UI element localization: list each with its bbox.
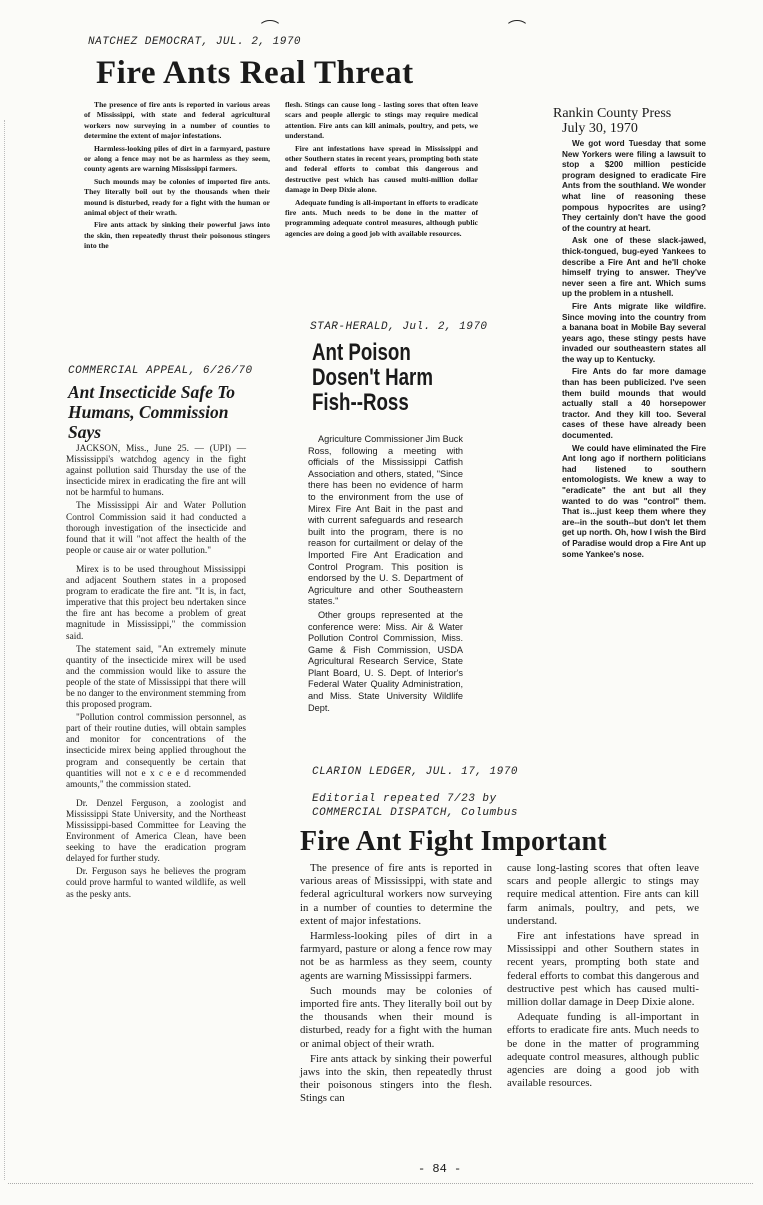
star-article bbox=[308, 434, 463, 716]
natchez-source-label: NATCHEZ DEMOCRAT, JUL. 2, 1970 bbox=[88, 36, 302, 48]
paragraph: Fire ant infestations have spread in Mississippi and other Southern states in recent years, prompting both state and federal efforts to combat this dangerous and destructive pest which has caused multi-million dollar damage in Deep Dixie alone. bbox=[507, 930, 699, 1009]
paragraph: "Pollution control commission personnel, as part of their routine duties, will obtain samples and monitor for concentrations of the insecticide mirex being applied throughout the program and consequently be certain that quantities will not e x c e e d recommended amounts," the commission stated. bbox=[66, 713, 246, 790]
headline-line: Dosen't Harm bbox=[312, 364, 433, 391]
bottom-rule bbox=[8, 1183, 753, 1184]
star-source-label: STAR-HERALD, Jul. 2, 1970 bbox=[310, 321, 488, 333]
page-number: - 84 - bbox=[418, 1162, 462, 1176]
paragraph: Dr. Ferguson says he believes the program could prove harmful to wanted wildlife, as well as the pesky ants. bbox=[66, 867, 246, 900]
paragraph: cause long-lasting scores that often leave scars and people allergic to stings may require medical attention. Fire ants can kill farm animals, poultry, and pets, we understand. bbox=[507, 862, 699, 927]
handwritten-note-line-1: Editorial repeated 7/23 by bbox=[312, 793, 497, 805]
star-headline bbox=[312, 340, 433, 415]
natchez-headline: Fire Ants Real Threat bbox=[96, 55, 414, 91]
left-margin-rule bbox=[4, 120, 5, 1180]
paragraph: Fire ants attack by sinking their powerful jaws into the skin, then repeatedly thrust their poisonous stingers into the bbox=[84, 220, 270, 251]
clarion-source-label: CLARION LEDGER, JUL. 17, 1970 bbox=[312, 766, 518, 778]
paragraph: We got word Tuesday that some New Yorkers were filing a lawsuit to stop a $200 million pesticide program designed to eradicate Fire Ants from the southland. We wonder what line of reasoning these pompous hypocrites are using? They certainly don't have the good of the country at heart. bbox=[562, 139, 706, 233]
paragraph: JACKSON, Miss., June 25. — (UPI) — Mississippi's watchdog agency in the fight against pollution said Thursday the use of the insecticide mirex in eradicating the fire ant will not be harmful to humans. bbox=[66, 444, 246, 499]
clarion-headline: Fire Ant Fight Important bbox=[300, 826, 607, 857]
clarion-column-2 bbox=[507, 862, 699, 1092]
paragraph: Such mounds may be colonies of imported fire ants. They literally boil out by the thousands when their mound is disturbed, ready for a fight with the human or animal object of their wrath. bbox=[84, 176, 270, 218]
rankin-date: July 30, 1970 bbox=[562, 121, 638, 136]
corner-mark-right bbox=[505, 20, 529, 38]
commercial-headline: Ant Insecticide Safe To Humans, Commission Says bbox=[68, 382, 236, 442]
paragraph: Dr. Denzel Ferguson, a zoologist and Mississippi State University, and the Northeast Mississippi-based Committee for Leaving the Environment of America Clean, have been seeking to have the eradication program delayed for further study. bbox=[66, 798, 246, 865]
paragraph: We could have eliminated the Fire Ant long ago if northern politicians had listened to southern entomologists. We knew a way to "eradicate" the ant but all they wanted to do was "control" them. That is...just keep them where they are--in the south--but don't let them get up north. Oh, how I wish the Bird of Paradise would drop a Fire Ant up some Yankee's nose. bbox=[562, 443, 706, 559]
paragraph: Other groups represented at the conference were: Miss. Air & Water Pollution Control Commission, Miss. Game & Fish Commission, USDA Agricultural Research Service, State Plant Board, U. S. Dept. of Interior's Federal Water Quality Administration, and Miss. State University Wildlife Dept. bbox=[308, 609, 463, 713]
paragraph: flesh. Stings can cause long - lasting sores that often leave scars and people allergic to stings may require medical attention. Fire ants can kill animals, poultry, and pets, we understand. bbox=[285, 100, 478, 141]
paragraph: Harmless-looking piles of dirt in a farmyard, pasture or along a fence may not be as harmless as they seem, county agents are warning Mississippi farmers. bbox=[84, 143, 270, 174]
natchez-column-2 bbox=[285, 100, 478, 241]
rankin-source-label: Rankin County Press bbox=[553, 106, 672, 121]
headline-line: Fish--Ross bbox=[312, 389, 409, 416]
commercial-article bbox=[66, 444, 246, 903]
paragraph: Such mounds may be colonies of imported fire ants. They literally boil out by the thousands when their mound is disturbed, ready for a fight with the human or animal object of their wrath. bbox=[300, 984, 492, 1050]
paragraph: Fire Ants do far more damage than has been publicized. I've seen them build mounds that would actually stall a 40 horsepower tractor. And they kill too. Several cases of these have already been documented. bbox=[562, 367, 706, 441]
paragraph: Fire ants attack by sinking their powerful jaws into the skin, then repeatedly thrust their poisonous stingers into the flesh. Stings can bbox=[300, 1052, 492, 1105]
paragraph: Agriculture Commissioner Jim Buck Ross, following a meeting with officials of the Mississippi Catfish Association and others, stated, "Since there has been no evidence of harm to the environment from the use of Mirex Fire Ant Bait in the past and with current safeguards and research built into the program, there is no reason for curtailment or delay of the Imported Fire Ant Eradication and Control Program. This position is endorsed by the U. S. Department of Agriculture and other Southeastern states." bbox=[308, 434, 463, 607]
clarion-column-1 bbox=[300, 862, 492, 1108]
paragraph: Fire ant infestations have spread in Mississippi and other Southern states in recent years, prompting both state and federal efforts to combat this dangerous and destructive pest which has caused multi-million dollar damage in Deep Dixie alone. bbox=[285, 143, 478, 195]
natchez-column-1 bbox=[84, 100, 270, 254]
headline-line: Ant Poison bbox=[312, 339, 411, 366]
paragraph: Ask one of these slack-jawed, thick-tongued, bug-eyed Yankees to describe a Fire Ant and he'll choke himself trying to answer. They've never seen a fire ant. Which sums up the problem in a ntushell. bbox=[562, 236, 706, 299]
paragraph: Adequate funding is all-important in efforts to eradicate fire ants. Much needs to be done in the matter of programming adequate control measures, although public agencies are doing a good job with available resources. bbox=[507, 1011, 699, 1090]
paragraph: Mirex is to be used throughout Mississippi and adjacent Southern states in a proposed program to eradicate the fire ant. "It is, in fact, imperative that this project beu ndertaken since the fire ant has become a problem of great magnitude in Mississippi," the commission said. bbox=[66, 564, 246, 642]
paragraph: Adequate funding is all-important in efforts to eradicate fire ants. Much needs to be done in the matter of programming adequate control measures, although public agencies are doing a good job with available resources. bbox=[285, 197, 478, 238]
paragraph: Harmless-looking piles of dirt in a farmyard, pasture or along a fence row may not be as harmless as they seem, county agents are warning Mississippi farmers. bbox=[300, 930, 492, 982]
paragraph: The Mississippi Air and Water Pollution Control Commission said it had conducted a thorough investigation of the insecticide and found that it will "not affect the health of the people or cause air or water pollution." bbox=[66, 501, 246, 556]
paragraph: The statement said, "An extremely minute quantity of the insecticide mirex will be used and the commission would like to assure the people of the state of Mississippi that there will be no danger to the environment stemming from this proposed program. bbox=[66, 644, 246, 711]
paragraph: The presence of fire ants is reported in various areas of Mississippi, with state and federal agricultural workers now surveying in a number of counties to determine the extent of major infestations. bbox=[300, 862, 492, 927]
handwritten-note-line-2: COMMERCIAL DISPATCH, Columbus bbox=[312, 807, 518, 819]
rankin-article bbox=[562, 139, 706, 562]
paragraph: Fire Ants migrate like wildfire. Since moving into the country from a banana boat in Mobile Bay several years ago, these stingy pests have invaded our southeastern states all the way up to Kentucky. bbox=[562, 301, 706, 364]
paragraph: The presence of fire ants is reported in various areas of Mississippi, with state and federal agricultural workers now surveying in a number of counties to determine the extent of major infestations. bbox=[84, 100, 270, 141]
commercial-source-label: COMMERCIAL APPEAL, 6/26/70 bbox=[68, 365, 253, 377]
